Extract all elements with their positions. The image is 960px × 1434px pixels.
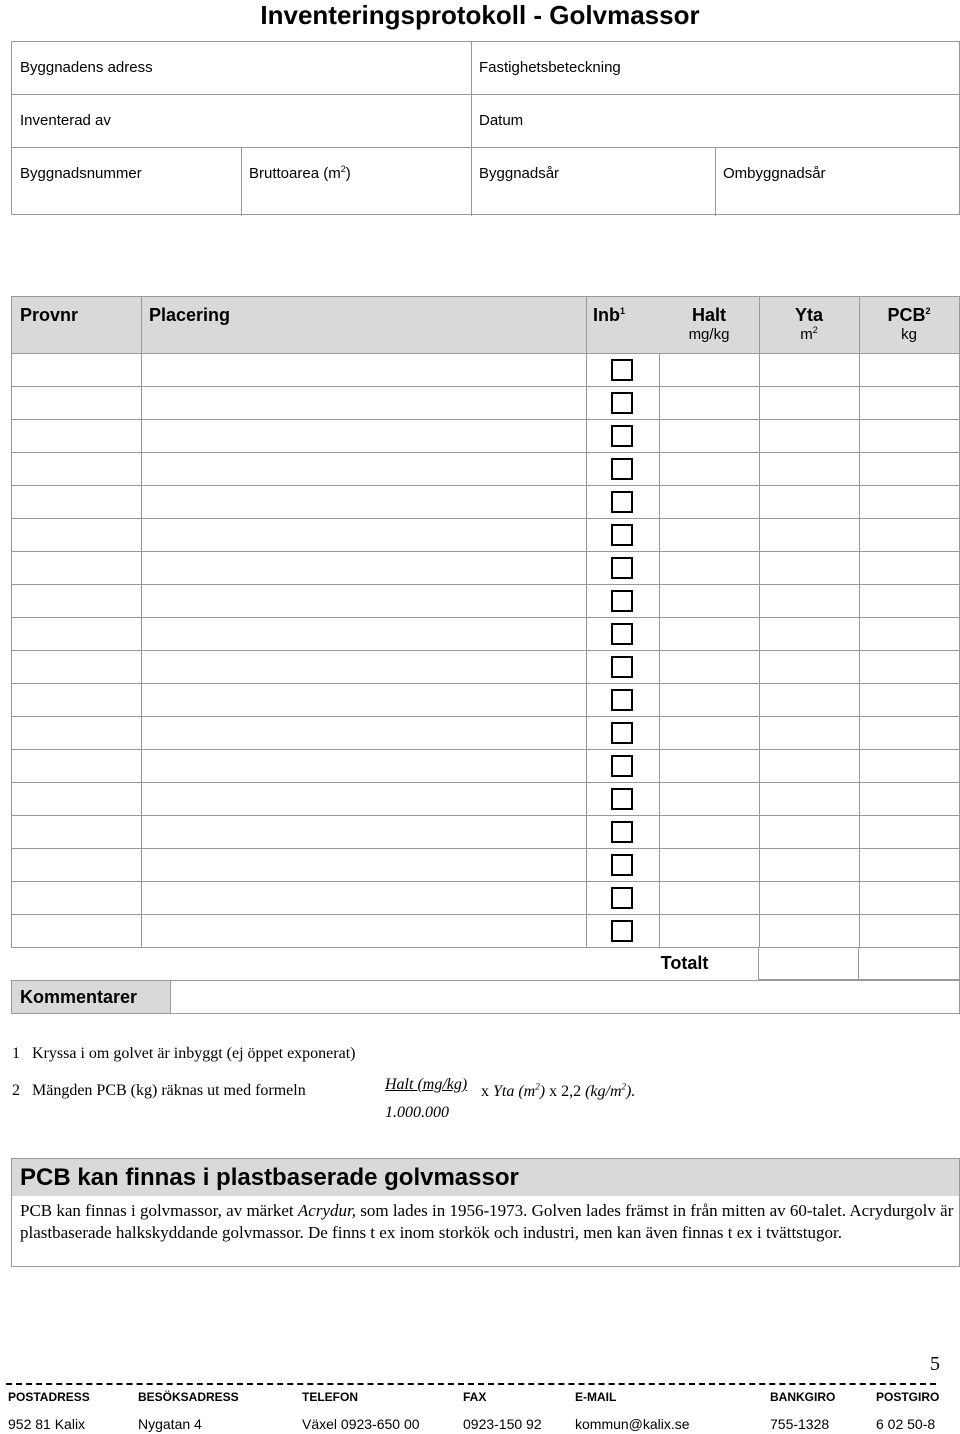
- footnote-2-number: 2: [12, 1082, 20, 1099]
- sample-table-header: [11, 296, 960, 354]
- table-row: [11, 585, 960, 618]
- footer-value-bankgiro: 755-1328: [770, 1416, 830, 1432]
- formula-sup2: 2: [621, 1081, 626, 1092]
- col-divider: [659, 585, 660, 617]
- pcb-info-acrydur: Acrydur,: [297, 1201, 356, 1220]
- col-divider: [759, 453, 760, 485]
- inbyggt-checkbox[interactable]: [611, 458, 633, 480]
- col-divider: [659, 387, 660, 419]
- table-row: [11, 486, 960, 519]
- col-divider: [759, 387, 760, 419]
- col-divider: [586, 651, 587, 683]
- inbyggt-checkbox[interactable]: [611, 821, 633, 843]
- footer-value-fax: 0923-150 92: [463, 1416, 542, 1432]
- ombyggnadsar-field[interactable]: Ombyggnadsår: [723, 165, 826, 182]
- col-divider: [586, 420, 587, 452]
- col-divider: [141, 651, 142, 683]
- col-divider: [859, 519, 860, 551]
- col-divider: [141, 297, 142, 355]
- col-divider: [659, 750, 660, 782]
- inbyggt-checkbox[interactable]: [611, 425, 633, 447]
- col-divider: [141, 387, 142, 419]
- col-divider: [141, 420, 142, 452]
- inb-label: Inb: [593, 305, 620, 325]
- footnote-1-number: 1: [12, 1045, 20, 1062]
- table-row: [11, 453, 960, 486]
- table-row: [11, 783, 960, 816]
- table-row: [11, 552, 960, 585]
- col-divider: [759, 354, 760, 386]
- table-row: [11, 882, 960, 915]
- col-divider: [141, 519, 142, 551]
- footer-header-besoksadress: BESÖKSADRESS: [138, 1390, 239, 1404]
- halt-header: Halt: [691, 305, 726, 325]
- col-divider: [586, 519, 587, 551]
- formula-x1: x: [481, 1083, 493, 1100]
- col-divider: [141, 585, 142, 617]
- col-divider: [586, 552, 587, 584]
- halt-unit: mg/kg: [688, 326, 730, 343]
- col-divider: [759, 882, 760, 914]
- datum-field[interactable]: Datum: [479, 112, 524, 129]
- inbyggt-checkbox[interactable]: [611, 788, 633, 810]
- footnote-2: [12, 1082, 306, 1100]
- inbyggt-checkbox[interactable]: [611, 524, 633, 546]
- col-divider: [659, 849, 660, 881]
- byggnadsar-field[interactable]: Byggnadsår: [479, 165, 560, 182]
- col-divider: [586, 486, 587, 518]
- inbyggt-checkbox[interactable]: [611, 656, 633, 678]
- col-divider: [759, 915, 760, 947]
- col-divider: [141, 486, 142, 518]
- pcb-unit: kg: [901, 326, 917, 343]
- col-divider: [586, 717, 587, 749]
- footnote-1: [12, 1045, 355, 1063]
- col-divider: [859, 849, 860, 881]
- yta-unit-sup: 2: [812, 325, 818, 335]
- page-number: 5: [930, 1353, 940, 1375]
- col-divider: [759, 552, 760, 584]
- yta-header: Yta: [794, 305, 823, 325]
- inb-sup: 1: [620, 306, 626, 316]
- col-divider: [859, 420, 860, 452]
- col-divider: [586, 849, 587, 881]
- inbyggt-checkbox[interactable]: [611, 755, 633, 777]
- inbyggt-checkbox[interactable]: [611, 590, 633, 612]
- formula-sup1: 2: [535, 1081, 540, 1092]
- table-row: [11, 684, 960, 717]
- kommentarer-row[interactable]: [11, 980, 960, 1014]
- col-divider: [659, 420, 660, 452]
- col-divider: [659, 618, 660, 650]
- col-divider: [141, 552, 142, 584]
- inbyggt-checkbox[interactable]: [611, 557, 633, 579]
- table-row: [11, 717, 960, 750]
- col-divider: [141, 849, 142, 881]
- col-divider: [586, 585, 587, 617]
- building-info-table: [11, 41, 960, 215]
- col-divider: [141, 453, 142, 485]
- col-divider: [141, 882, 142, 914]
- inbyggt-checkbox[interactable]: [611, 623, 633, 645]
- formula-rest: [481, 1083, 635, 1101]
- footer-header-telefon: TELEFON: [302, 1390, 358, 1404]
- col-divider: [659, 453, 660, 485]
- pcb-label: PCB: [887, 305, 926, 325]
- col-divider: [859, 354, 860, 386]
- col-divider: [141, 354, 142, 386]
- col-divider: [859, 684, 860, 716]
- col-divider: [859, 816, 860, 848]
- footer-value-telefon: Växel 0923-650 00: [302, 1416, 420, 1432]
- yta-unit: [759, 326, 859, 343]
- col-divider: [659, 552, 660, 584]
- totalt-label: Totalt: [660, 953, 709, 973]
- col-divider: [141, 915, 142, 947]
- bruttoarea-label: Bruttoarea (m: [249, 165, 341, 182]
- col-divider: [759, 420, 760, 452]
- inbyggt-checkbox[interactable]: [611, 689, 633, 711]
- total-yta-cell[interactable]: [758, 947, 859, 980]
- sample-table: [11, 296, 960, 1014]
- pcb-header: [859, 305, 959, 326]
- yta-unit-label: m: [800, 326, 813, 343]
- col-divider: [586, 882, 587, 914]
- col-divider: [659, 816, 660, 848]
- pcb-sup: 2: [925, 306, 931, 316]
- inbyggt-checkbox[interactable]: [611, 854, 633, 876]
- inbyggt-checkbox[interactable]: [611, 491, 633, 513]
- footer-value-postadress: 952 81 Kalix: [8, 1416, 86, 1432]
- footer-value-postgiro: 6 02 50-8: [876, 1416, 936, 1432]
- bruttoarea-label-end: ): [345, 165, 351, 182]
- col-divider: [586, 354, 587, 386]
- formula-x2: x 2,2: [545, 1083, 586, 1100]
- col-divider: [659, 882, 660, 914]
- col-divider: [859, 717, 860, 749]
- col-divider: [659, 915, 660, 947]
- col-divider: [586, 618, 587, 650]
- col-divider: [586, 387, 587, 419]
- provnr-header: Provnr: [20, 305, 79, 325]
- footnote-1-text: Kryssa i om golvet är inbyggt (ej öppet exponerat): [32, 1045, 356, 1062]
- col-divider: [859, 552, 860, 584]
- col-divider: [659, 783, 660, 815]
- col-divider: [859, 486, 860, 518]
- col-divider: [859, 882, 860, 914]
- byggnadsnummer-field[interactable]: Byggnadsnummer: [20, 165, 142, 182]
- col-divider: [141, 684, 142, 716]
- col-divider: [586, 816, 587, 848]
- col-divider: [659, 519, 660, 551]
- col-divider: [586, 297, 587, 355]
- bruttoarea-sup: 2: [340, 164, 346, 174]
- table-row: [11, 354, 960, 387]
- inventerad-av-field[interactable]: Inventerad av: [20, 112, 111, 129]
- kommentarer-label: Kommentarer: [12, 981, 171, 1013]
- bruttoarea-field[interactable]: [241, 148, 351, 182]
- col-divider: [586, 783, 587, 815]
- formula-end: ).: [626, 1083, 636, 1100]
- col-divider: [759, 717, 760, 749]
- col-divider: [759, 651, 760, 683]
- col-divider: [659, 684, 660, 716]
- footer-value-besoksadress: Nygatan 4: [138, 1416, 202, 1432]
- table-row: [11, 651, 960, 684]
- inbyggt-checkbox[interactable]: [611, 359, 633, 381]
- col-divider: [859, 387, 860, 419]
- col-divider: [141, 618, 142, 650]
- col-divider: [759, 750, 760, 782]
- col-divider: [659, 354, 660, 386]
- col-divider: [759, 519, 760, 551]
- total-pcb-cell[interactable]: [858, 947, 960, 980]
- inb-header: [593, 305, 625, 326]
- col-divider: [659, 486, 660, 518]
- formula-kg: (kg/m: [585, 1083, 622, 1100]
- footer-divider: [6, 1383, 936, 1385]
- table-row: [11, 387, 960, 420]
- table-row: [11, 849, 960, 882]
- pcb-info-p1: PCB kan finnas i golvmassor, av märket: [20, 1201, 298, 1220]
- col-divider: [586, 684, 587, 716]
- col-divider: [759, 684, 760, 716]
- pcb-info-body: [20, 1200, 955, 1244]
- col-divider: [859, 651, 860, 683]
- col-divider: [859, 618, 860, 650]
- col-divider: [859, 585, 860, 617]
- col-divider: [859, 915, 860, 947]
- table-row: [11, 915, 960, 948]
- col-divider: [759, 816, 760, 848]
- formula-mid: ): [539, 1083, 546, 1100]
- col-divider: [859, 750, 860, 782]
- formula-denominator: 1.000.000: [385, 1104, 449, 1121]
- footnote-2-text: Mängden PCB (kg) räknas ut med formeln: [32, 1082, 306, 1099]
- col-divider: [759, 585, 760, 617]
- col-divider: [586, 750, 587, 782]
- footer-header-postadress: POSTADRESS: [8, 1390, 90, 1404]
- footer-header-bankgiro: BANKGIRO: [770, 1390, 836, 1404]
- col-divider: [141, 750, 142, 782]
- footer-header-email: E-MAIL: [575, 1390, 617, 1404]
- col-divider: [586, 453, 587, 485]
- inbyggt-checkbox[interactable]: [611, 920, 633, 942]
- byggnadens-adress-field[interactable]: Byggnadens adress: [20, 59, 153, 76]
- col-divider: [759, 618, 760, 650]
- col-divider: [659, 651, 660, 683]
- footer-header-fax: FAX: [463, 1390, 487, 1404]
- pcb-info-p2: som lades in 1956-1973. Golven lades främst in från mitten av 60-talet. Acrydurgolv är plastbaserade halkskyddande golvmassor. De finns t ex inom storkök och industri, men kan även finnas t ex i tvättstugor.: [20, 1201, 954, 1242]
- pcb-info-box: [11, 1158, 960, 1267]
- col-divider: [141, 717, 142, 749]
- footer-value-email[interactable]: kommun@kalix.se: [575, 1416, 690, 1432]
- col-divider: [141, 816, 142, 848]
- col-divider: [659, 717, 660, 749]
- total-row: [11, 947, 960, 980]
- col-divider: [141, 783, 142, 815]
- col-divider: [586, 915, 587, 947]
- table-row: [11, 750, 960, 783]
- formula-yta: Yta (m: [493, 1083, 536, 1100]
- table-row: [11, 816, 960, 849]
- col-divider: [859, 453, 860, 485]
- col-divider: [759, 783, 760, 815]
- inbyggt-checkbox[interactable]: [611, 722, 633, 744]
- inbyggt-checkbox[interactable]: [611, 887, 633, 909]
- table-row: [11, 519, 960, 552]
- formula-numerator: Halt (mg/kg): [385, 1076, 468, 1093]
- inbyggt-checkbox[interactable]: [611, 392, 633, 414]
- table-row: [11, 420, 960, 453]
- fastighetsbeteckning-field[interactable]: Fastighetsbeteckning: [479, 59, 621, 76]
- placering-header: Placering: [149, 305, 231, 325]
- col-divider: [759, 849, 760, 881]
- footer-header-postgiro: POSTGIRO: [876, 1390, 940, 1404]
- col-divider: [859, 783, 860, 815]
- table-row: [11, 618, 960, 651]
- page-title: Inventeringsprotokoll - Golvmassor: [260, 0, 700, 30]
- pcb-info-heading: PCB kan finnas i plastbaserade golvmassor: [12, 1159, 959, 1196]
- col-divider: [759, 486, 760, 518]
